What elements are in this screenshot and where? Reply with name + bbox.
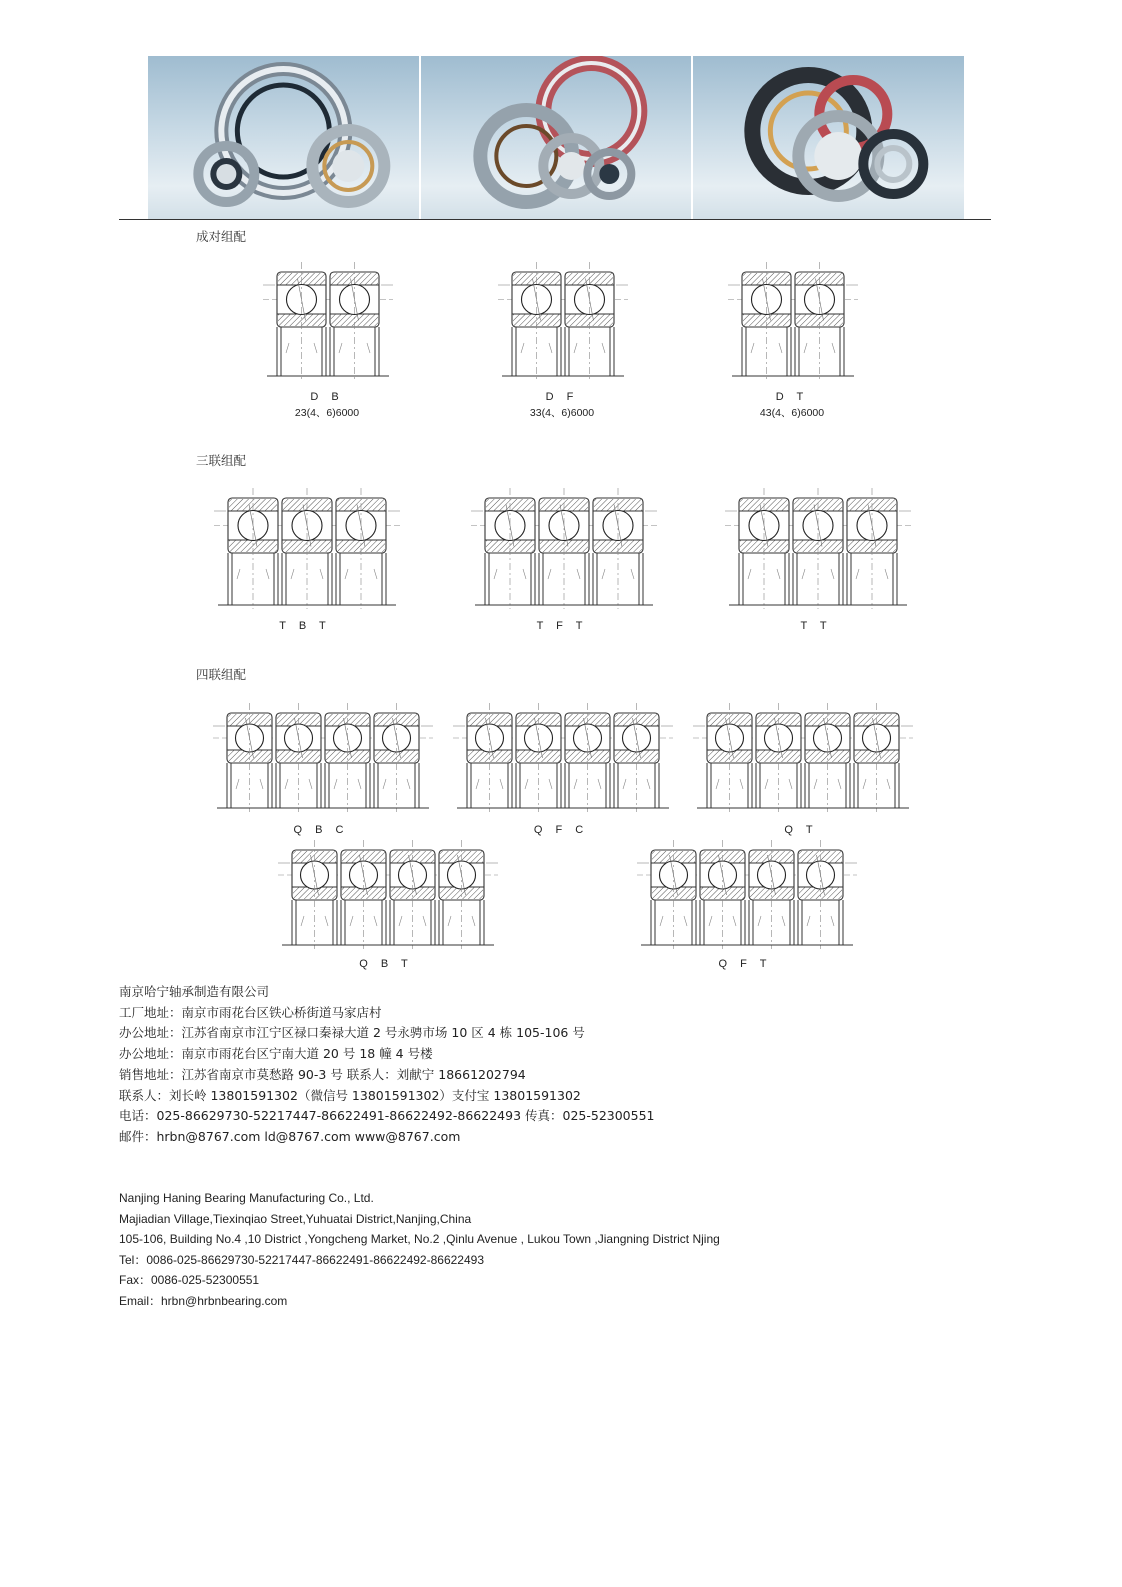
bearing-photo-3 — [693, 56, 964, 219]
contact-cn — [119, 982, 655, 1148]
email-cn: 邮件：hrbn@8767.com ld@8767.com www@8767.com — [119, 1128, 461, 1144]
diagram-code-qbc: Q B C — [293, 824, 349, 836]
diagram-qfc — [453, 703, 673, 816]
diagram-model-df: 33(4、6)6000 — [529, 407, 595, 419]
header-divider — [119, 219, 991, 220]
fax-en: Fax：0086-025-52300551 — [119, 1273, 260, 1288]
diagram-dt — [728, 262, 858, 384]
company-name-en: Nanjing Haning Bearing Manufacturing Co., Ltd. — [119, 1191, 374, 1205]
email-en: Email：hrbn@hrbnbearing.com — [119, 1293, 288, 1308]
factory-address-cn: 工厂地址：南京市雨花台区铁心桥街道马家店村 — [119, 1004, 382, 1020]
diagram-code-tt: T T — [800, 620, 832, 632]
section-title-triples: 三联组配 — [196, 453, 247, 468]
section-title-quads: 四联组配 — [196, 667, 247, 682]
phone-fax-cn: 电话：025-86629730-52217447-86622491-86622492-86622493 传真：025-52300551 — [119, 1108, 655, 1124]
diagram-code-dt: D T — [775, 391, 809, 403]
diagram-qbt — [278, 840, 498, 953]
diagram-tft — [471, 488, 657, 613]
factory-address-en: Majiadian Village,Tiexinqiao Street,Yuhuatai District,Nanjing,China — [119, 1211, 472, 1226]
diagram-code-qfc: Q F C — [533, 824, 589, 836]
diagram-qt — [693, 703, 913, 816]
diagram-code-df: D F — [545, 391, 579, 403]
diagram-code-qt: Q T — [784, 824, 818, 836]
bearing-photo-1 — [148, 56, 419, 219]
diagram-model-dt: 43(4、6)6000 — [759, 407, 825, 419]
diagram-qbc — [213, 703, 433, 816]
section-title-pairs: 成对组配 — [196, 229, 247, 244]
tel-en: Tel：0086-025-86629730-52217447-86622491-86622492-86622493 — [119, 1252, 484, 1267]
contact-en — [119, 1188, 720, 1312]
office-address-2-cn: 办公地址：南京市雨花台区宁南大道 20 号 18 幢 4 号楼 — [119, 1046, 433, 1062]
diagram-code-db: D B — [310, 391, 344, 403]
office-address-en: 105-106, Building No.4 ,10 District ,Yongcheng Market, No.2 ,Qinlu Avenue , Lukou Town ,Jiangning District Njing — [119, 1232, 720, 1247]
diagram-tt — [725, 488, 911, 613]
diagram-df — [498, 262, 628, 384]
diagram-code-tft: T F T — [536, 620, 588, 632]
diagram-code-qft: Q F T — [718, 958, 772, 970]
diagram-code-qbt: Q B T — [359, 958, 413, 970]
diagram-qft — [637, 840, 857, 953]
diagram-db — [263, 262, 393, 384]
diagram-tbt — [214, 488, 400, 613]
company-name-cn: 南京哈宁轴承制造有限公司 — [119, 984, 270, 999]
diagram-code-tbt: T B T — [279, 620, 331, 632]
office-address-1-cn: 办公地址：江苏省南京市江宁区禄口秦禄大道 2 号永骋市场 10 区 4 栋 105-106 号 — [119, 1025, 585, 1041]
sales-address-cn: 销售地址：江苏省南京市莫愁路 90-3 号 联系人：刘献宁 18661202794 — [119, 1066, 526, 1082]
diagram-model-db: 23(4、6)6000 — [294, 407, 360, 419]
contact-person-cn: 联系人：刘长岭 13801591302（微信号 13801591302）支付宝 13801591302 — [119, 1087, 581, 1103]
bearing-photo-strip — [148, 56, 964, 219]
bearing-photo-2 — [421, 56, 692, 219]
